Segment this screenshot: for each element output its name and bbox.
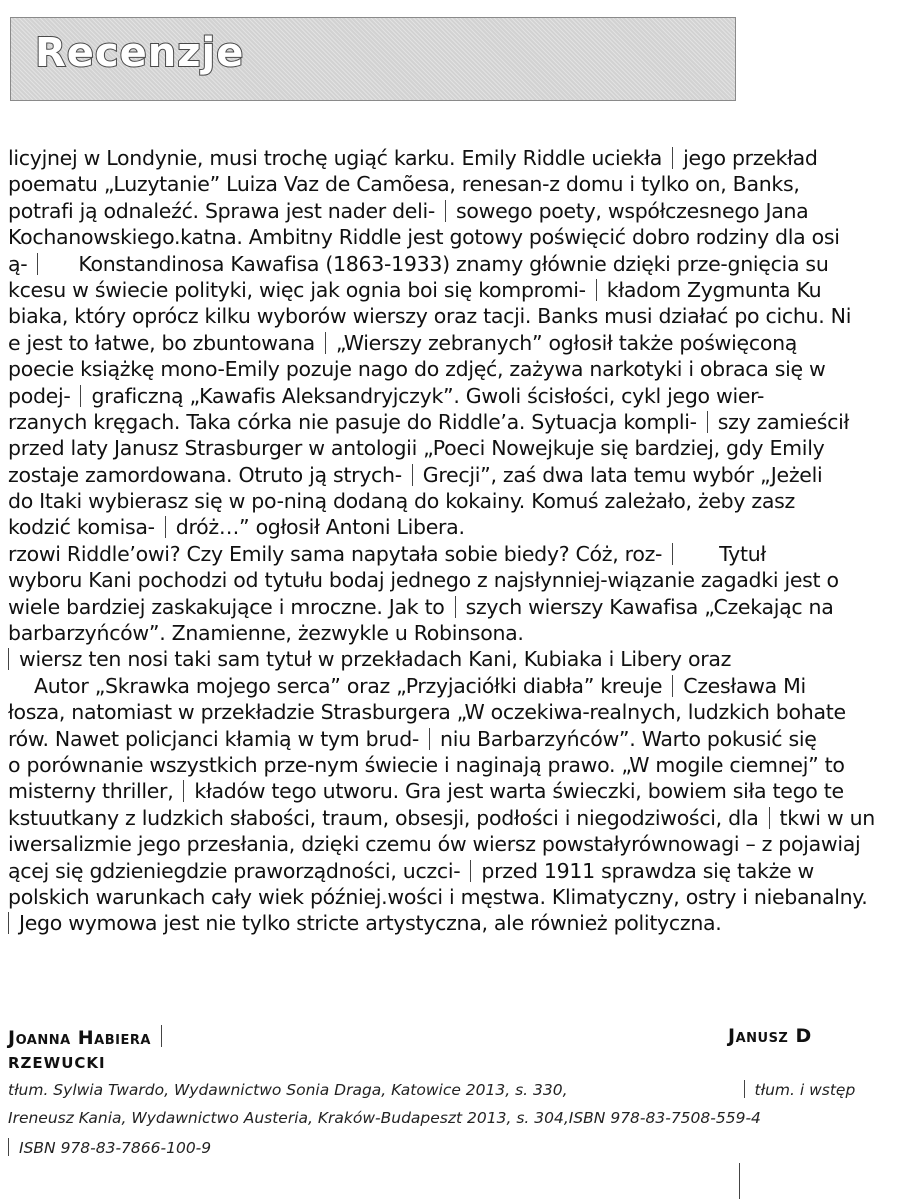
- column-divider: [672, 675, 673, 697]
- bibliography-line-3: ISBN 978-83-7866-100-9: [8, 1138, 211, 1157]
- column-divider: [8, 912, 9, 934]
- text-line: do Itaki wybierasz się w po-niną dodaną do kokainy. Komuś zależało, żeby zasz: [8, 489, 795, 514]
- text-line: Autor „Skrawka mojego serca” oraz „Przyjaciółki diabła” kreuje Czesława Mi: [34, 673, 806, 698]
- text-line: wyboru Kani pochodzi od tytułu bodaj jednego z najsłynniej-wiązanie zagadki jest o: [8, 568, 839, 593]
- text-line: rzanych kręgach. Taka córka nie pasuje do Riddle’a. Sytuacja kompli- szy zamieścił: [8, 409, 849, 434]
- column-divider: [429, 728, 430, 750]
- column-divider: [769, 807, 770, 829]
- column-divider: [161, 1025, 162, 1047]
- text-line: przed laty Janusz Strasburger w antologii „Poeci Nowejkuje się bardziej, gdy Emily: [8, 436, 825, 461]
- text-line: Jego wymowa jest nie tylko stricte artystyczna, ale również polityczna.: [8, 910, 892, 936]
- article-body: [8, 145, 892, 937]
- column-divider: [412, 464, 413, 486]
- section-title: Recenzje: [35, 30, 245, 76]
- column-divider: [739, 1163, 740, 1199]
- column-divider: [8, 648, 9, 670]
- text-line: łosza, natomiast w przekładzie Strasburgera „W oczekiwa-realnych, ludzkich bohate: [8, 700, 846, 725]
- text-line: wiersz ten nosi taki sam tytuł w przekładach Kani, Kubiaka i Libery oraz: [8, 646, 892, 672]
- text-line: potrafi ją odnaleźć. Sprawa jest nader deli- sowego poety, współczesnego Jana: [8, 198, 809, 223]
- column-divider: [80, 385, 81, 407]
- column-divider: [744, 1080, 745, 1098]
- text-line: barbarzyńców”. Znamienne, żezwykle u Robinsona.: [8, 621, 524, 646]
- text-line: poecie książkę mono-Emily pozuje nago do zdjęć, zażywa narkotyki i obraca się w: [8, 357, 826, 382]
- text-line: Kochanowskiego.katna. Ambitny Riddle jest gotowy poświęcić dobro rodziny dla osi: [8, 225, 840, 250]
- text-line: kodzić komisa- dróż…” ogłosił Antoni Libera.: [8, 515, 465, 540]
- bibliography-line-1: tłum. Sylwia Twardo, Wydawnictwo Sonia Draga, Katowice 2013, s. 330, tłum. i wstęp: [8, 1081, 856, 1099]
- text-line: kcesu w świecie polityki, więc jak ognia boi się kompromi- kładom Zygmunta Ku: [8, 277, 822, 302]
- author-signature-continuation: RZEWUCKI: [8, 1054, 106, 1072]
- text-line: polskich warunkach cały wiek później.wości i męstwa. Klimatyczny, ostry i niebanalny.: [8, 884, 868, 909]
- column-divider: [596, 279, 597, 301]
- column-divider: [37, 253, 38, 275]
- text-line: rów. Nawet policjanci kłamią w tym brud- niu Barbarzyńców”. Warto pokusić się: [8, 726, 817, 751]
- column-divider: [165, 516, 166, 538]
- text-line: wiele bardziej zaskakujące i mroczne. Jak to szych wierszy Kawafisa „Czekając na: [8, 594, 834, 619]
- author-signature-right: Janusz D: [728, 1025, 812, 1047]
- text-line: o porównanie wszystkich prze-nym świecie i naginają prawo. „W mogile ciemnej” to: [8, 752, 845, 777]
- column-divider: [325, 332, 326, 354]
- signatures: [8, 1025, 892, 1051]
- author-signature-left: Joanna Habiera: [8, 1025, 172, 1049]
- text-line: ącej się gdzieniegdzie praworządności, uczci- przed 1911 sprawdza się także w: [8, 858, 815, 883]
- text-line: biaka, który oprócz kilku wyborów wierszy oraz tacji. Banks musi działać po cichu. Ni: [8, 304, 852, 329]
- text-line: podej- graficzną „Kawafis Aleksandryjczyk”. Gwoli ścisłości, cykl jego wier-: [8, 383, 765, 408]
- column-divider: [8, 1138, 9, 1156]
- column-divider: [183, 780, 184, 802]
- text-line: kstuutkany z ludzkich słabości, traum, obsesji, podłości i niegodziwości, dla tkwi w un: [8, 805, 875, 830]
- text-line: ą- Konstandinosa Kawafisa (1863-1933) znamy głównie dzięki prze-gnięcia su: [8, 251, 829, 276]
- text-line: iwersalizmie jego przesłania, dzięki czemu ów wiersz powstałyrównowagi – z pojawiaj: [8, 832, 861, 857]
- column-divider: [445, 200, 446, 222]
- section-header-band: [10, 17, 736, 101]
- column-divider: [672, 543, 673, 565]
- text-line: e jest to łatwe, bo zbuntowana „Wierszy zebranych” ogłosił także poświęconą: [8, 330, 798, 355]
- text-line: poematu „Luzytanie” Luiza Vaz de Camõesa, renesan-z domu i tylko on, Banks,: [8, 172, 800, 197]
- column-divider: [455, 596, 456, 618]
- column-divider: [672, 147, 673, 169]
- text-line: rzowi Riddle’owi? Czy Emily sama napytała sobie biedy? Cóż, roz- Tytuł: [8, 541, 766, 566]
- text-line: misterny thriller, kładów tego utworu. Gra jest warta świeczki, bowiem siła tego te: [8, 779, 844, 804]
- column-divider: [470, 860, 471, 882]
- text-line: zostaje zamordowana. Otruto ją strych- Grecji”, zaś dwa lata temu wybór „Jeżeli: [8, 462, 823, 487]
- text-line: licyjnej w Londynie, musi trochę ugiąć karku. Emily Riddle uciekła jego przekład: [8, 146, 818, 170]
- bibliography-line-2: Ireneusz Kania, Wydawnictwo Austeria, Kraków-Budapeszt 2013, s. 304,ISBN 978-83-7508-559-4: [8, 1109, 761, 1127]
- column-divider: [707, 411, 708, 433]
